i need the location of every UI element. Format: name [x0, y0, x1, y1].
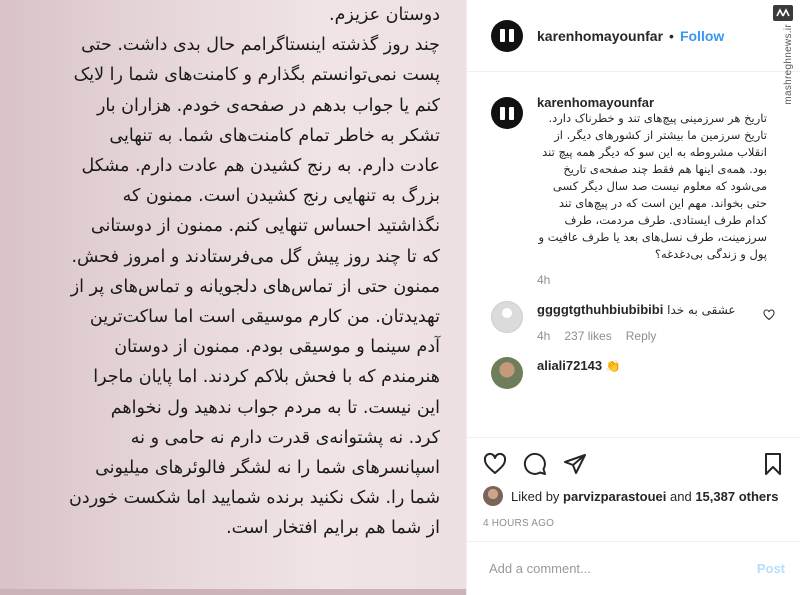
photo-text-line: هنرمندم که با فحش بلاکم کردند. اما پایان ماجرا: [93, 367, 440, 388]
photo-text-line: عادت دارم. به رنج کشیدن هم عادت دارم. مشکل: [81, 156, 440, 177]
commenter-avatar[interactable]: [491, 301, 523, 333]
photo-bottom-strip: [0, 589, 466, 595]
follow-button[interactable]: Follow: [679, 27, 725, 44]
pause-logo-icon: [500, 107, 514, 120]
comment-heart-icon[interactable]: [763, 309, 775, 321]
photo-text-line: پست نمی‌توانستم بگذارم و کامنت‌های شما را لایک: [73, 65, 440, 86]
photo-text-line: ممنون حتی از تماس‌های دلجویانه و تماس‌های پر از: [70, 276, 440, 297]
post-timestamp[interactable]: 4 HOURS AGO: [483, 518, 555, 529]
caption-time[interactable]: 4h: [537, 273, 551, 287]
photo-text-line: اسپانسرهای شما را نه لشگر فالوئرهای میلیونی: [95, 458, 440, 479]
caption-text: تاریخ هر سرزمینی پیچ‌های تند و خطرناک دارد. تاریخ سرزمین ما بیشتر از کشورهای دیگر. از انقلاب مشروطه به این سو که دیگر همه پیچ تند بود. همه‌ی اینها هم فقط چند صفحه‌ی تاریخ می‌شود که معلوم نیست صد سال دیگر کسی حتی بخواند. مهم این است که در پیچ‌های تند کدام طرف ایستادی. طرف مردمت، طرف سرزمینت، طرف نسل‌های بعد یا طرف عافیت و پول و زندگی بی‌دغدغه؟: [538, 111, 767, 261]
action-icons: [483, 438, 785, 490]
likes-count[interactable]: 15,387 others: [695, 488, 779, 504]
photo-text-line: از شما هم برایم افتخار است.: [226, 518, 440, 539]
caption-body: [537, 95, 767, 287]
comment-likes[interactable]: 237 likes: [564, 329, 612, 343]
comment-meta: [537, 329, 767, 343]
comment-line: [537, 301, 767, 319]
caption-avatar[interactable]: [491, 97, 523, 129]
photo-text-line: کنم یا جواب بدهم در صفحه‌ی خودم. هزاران بار: [96, 95, 440, 116]
post-header: [467, 0, 800, 72]
reply-button[interactable]: Reply: [625, 329, 657, 343]
author-avatar[interactable]: [491, 20, 523, 52]
photo-text-line: این نیست. تا به مردم جواب ندهید ول نخواهم: [110, 397, 440, 418]
caption-meta: [537, 273, 767, 287]
photo-text-line: چند روز گذشته اینستاگرامم حال بدی داشت. حتی: [81, 35, 440, 56]
likes-text: [511, 489, 778, 504]
share-send-icon[interactable]: [563, 452, 587, 476]
comment-body: [537, 357, 767, 389]
add-comment-bar: [467, 541, 800, 595]
likes-prefix: Liked by: [511, 488, 560, 504]
save-bookmark-icon[interactable]: [761, 452, 785, 476]
photo-text-line: شما را. شک نکنید برنده شمایید اما شکست خوردن: [69, 488, 440, 509]
photo-text-line: آدم سینما و موسیقی بودم. ممنون از دوستان: [114, 337, 440, 358]
photo-text-line: دوستان عزیزم.: [329, 5, 440, 25]
clap-emoji: 👏: [605, 359, 621, 373]
post-actions: [467, 437, 800, 529]
post-side-panel: [466, 0, 800, 595]
commenter-avatar[interactable]: [491, 357, 523, 389]
photo-text-line: کرد. نه پشتوانه‌ی قدرت دارم نه حامی و نه: [130, 427, 440, 448]
comment-item: [491, 357, 785, 389]
comment-bubble-icon[interactable]: [523, 452, 547, 476]
separator-dot: •: [669, 27, 674, 44]
photo-text-line: نگذاشتید احساس تنهایی کنم. ممنون از دوستانی: [90, 216, 440, 237]
watermark-text: mashreghnews.ir: [783, 24, 794, 105]
comment-time[interactable]: 4h: [537, 329, 551, 343]
pause-logo-icon: [500, 29, 514, 42]
likes-summary: [483, 486, 785, 506]
caption: [491, 95, 785, 287]
comment-input[interactable]: [489, 561, 757, 576]
comments-list[interactable]: [467, 73, 800, 437]
news-logo-icon: [772, 4, 794, 22]
caption-username-line: [537, 95, 767, 110]
caption-username[interactable]: karenhomayounfar: [537, 95, 655, 110]
comment-item: [491, 301, 785, 343]
photo-text: [20, 0, 440, 544]
comment-body: [537, 301, 767, 343]
photo-text-line: تشکر به خاطر تمام کامنت‌های شما. به تنهایی: [109, 125, 440, 146]
liker-avatar[interactable]: [483, 486, 503, 506]
comment-username[interactable]: aliali72143: [537, 358, 603, 373]
likes-and: and: [670, 488, 692, 504]
like-heart-icon[interactable]: [483, 452, 507, 476]
liker-username[interactable]: parvizparastouei: [563, 488, 667, 504]
author-username[interactable]: karenhomayounfar: [537, 27, 664, 44]
comment-text: عشقی به خدا: [667, 303, 736, 317]
comment-username[interactable]: ggggtgthuhbiubibibi: [537, 302, 664, 317]
photo-text-line: تهدیدتان. من کارم موسیقی است اما ساکت‌ترین: [89, 307, 440, 328]
comment-line: [537, 357, 767, 375]
photo-text-line: که تا چند روز پیش گل می‌فرستادند و امروز فحش.: [71, 246, 440, 267]
photo-text-line: بزرگ به تنهایی رنج کشیدن است. ممنون که: [122, 186, 440, 207]
post-comment-button[interactable]: Post: [756, 561, 785, 576]
